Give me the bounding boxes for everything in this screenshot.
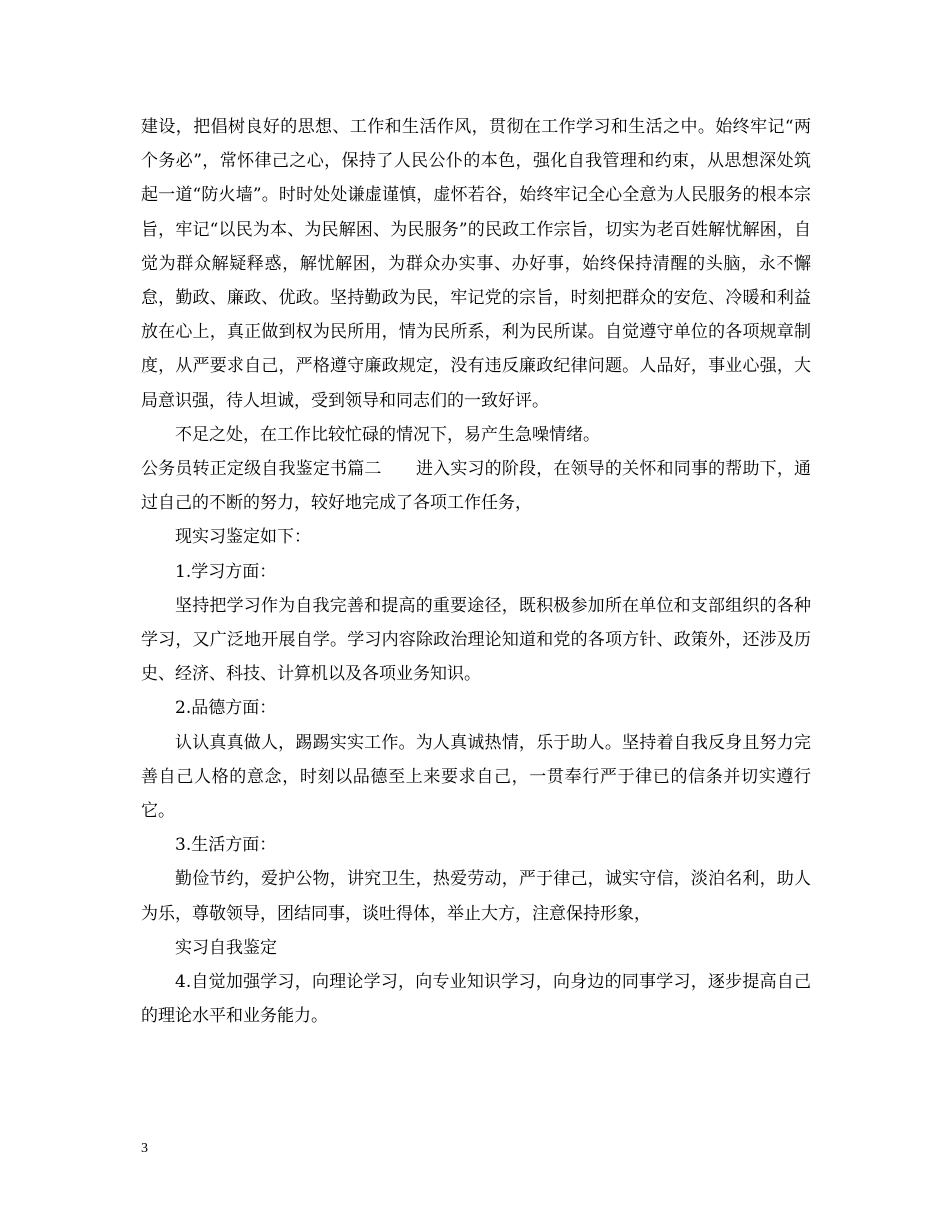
document-body — [141, 110, 811, 1033]
paragraph-2: 不足之处，在工作比较忙碌的情况下，易产生急噪情绪。 — [175, 424, 600, 445]
page-number: 3 — [141, 1141, 148, 1156]
paragraph-4: 现实习鉴定如下： — [175, 527, 311, 548]
paragraph-6: 坚持把学习作为自我完善和提高的重要途径，既积极参加所在单位和支部组织的各种学习，又广泛地开展自学。学习内容除政治理论知道和党的各项方针、政策外，还涉及历史、经济、科技、计算机以及各项业务知识。 — [141, 595, 811, 685]
paragraph-12: 4.自觉加强学习，向理论学习，向专业知识学习，向身边的同事学习，逐步提高自己的理论水平和业务能力。 — [141, 972, 811, 1027]
subheading-study: 1.学习方面： — [175, 561, 277, 582]
subheading-morality: 2.品德方面： — [175, 698, 277, 719]
paragraph-10: 勤俭节约，爱护公物，讲究卫生，热爱劳动，严于律己，诚实守信，淡泊名利，助人为乐，尊敬领导，团结同事，谈吐得体，举止大方，注意保持形象， — [141, 869, 811, 924]
subheading-life: 3.生活方面： — [175, 835, 277, 856]
section-heading-paragraph: 公务员转正定级自我鉴定书篇二 进入实习的阶段，在领导的关怀和同事的帮助下，通过自己的不断的努力，较好地完成了各项工作任务， — [141, 459, 811, 514]
paragraph-11: 实习自我鉴定 — [175, 937, 277, 958]
paragraph-8: 认认真真做人，踢踢实实工作。为人真诚热情，乐于助人。坚持着自我反身且努力完善自己人格的意念，时刻以品德至上来要求自己，一贯奉行严于律已的信条并切实遵行它。 — [141, 732, 811, 822]
paragraph-1: 建设，把倡树良好的思想、工作和生活作风，贯彻在工作学习和生活之中。始终牢记“两个务必”，常怀律己之心，保持了人民公仆的本色，强化自我管理和约束，从思想深处筑起一道“防火墙”。时时处处谦虚谨慎，虚怀若谷，始终牢记全心全意为人民服务的根本宗旨，牢记“以民为本、为民解困、为民服务”的民政工作宗旨，切实为老百姓解忧解困，自觉为群众解疑释惑，解忧解困，为群众办实事、办好事，始终保持清醒的头脑，永不懈怠，勤政、廉政、优政。坚持勤政为民，牢记党的宗旨，时刻把群众的安危、冷暖和利益放在心上，真正做到权为民所用，情为民所系，利为民所谋。自觉遵守单位的各项规章制度，从严要求自己，严格遵守廉政规定，没有违反廉政纪律问题。人品好，事业心强，大局意识强，待人坦诚，受到领导和同志们的一致好评。 — [141, 117, 811, 411]
